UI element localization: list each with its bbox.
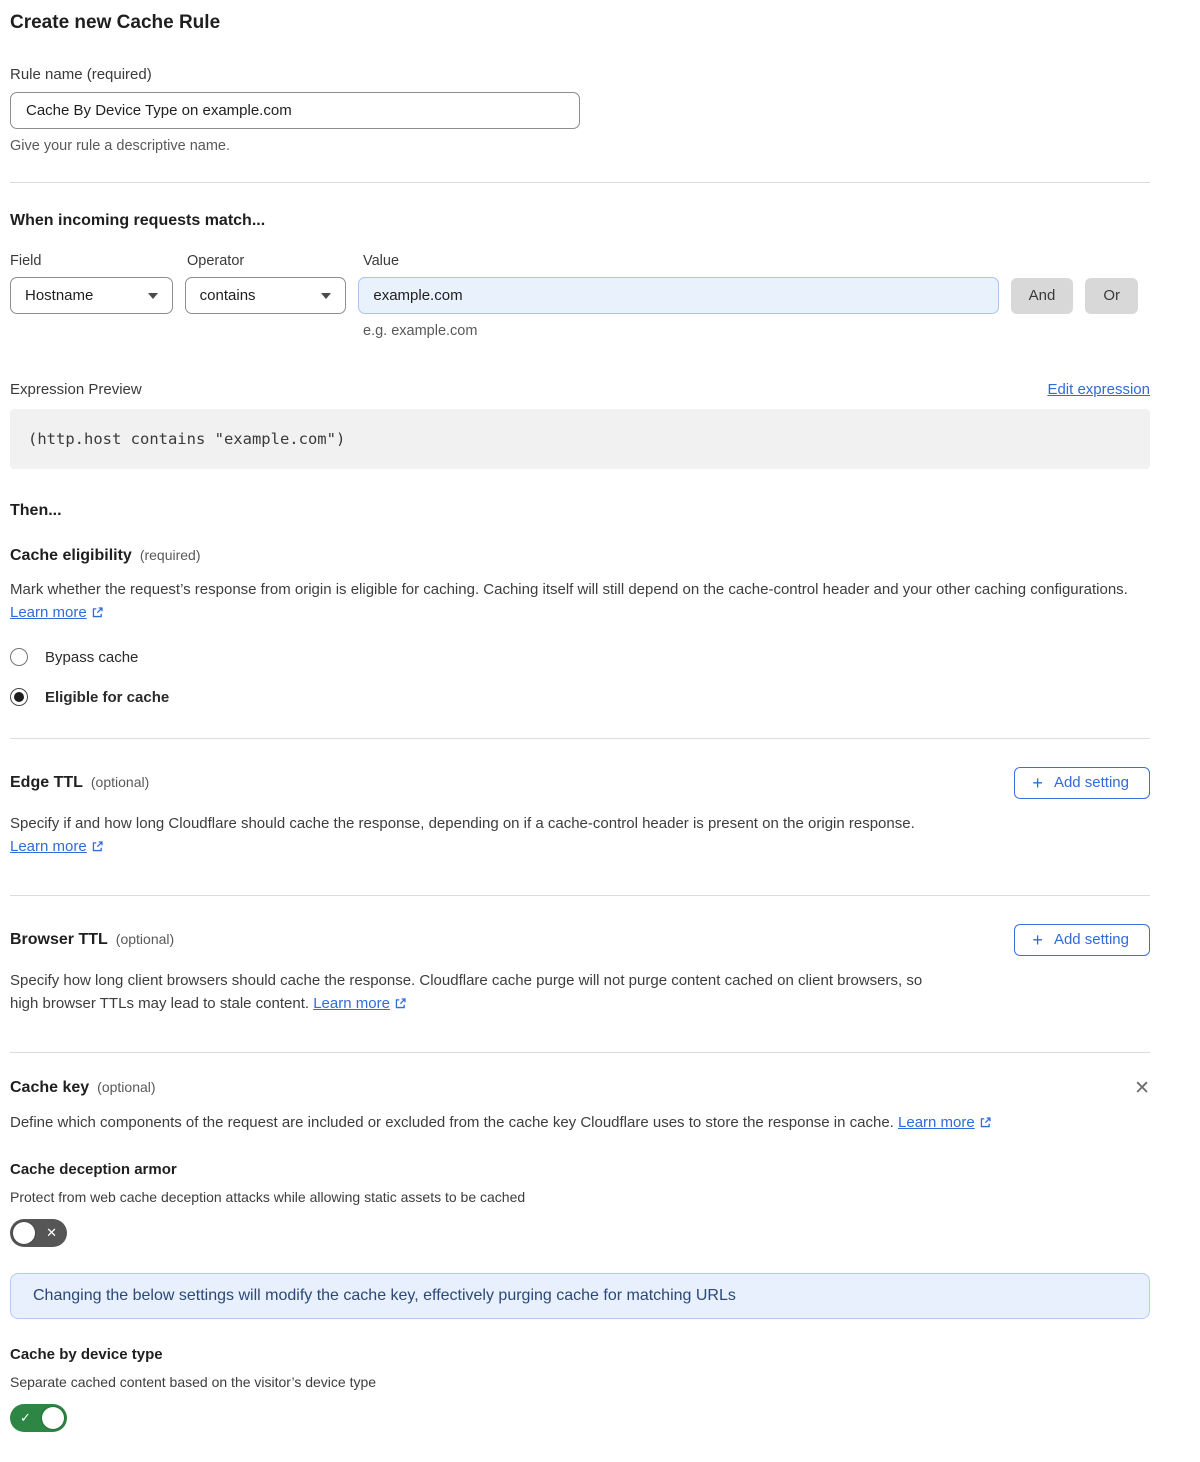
cache-key-title: Cache key — [10, 1079, 90, 1096]
match-controls-row — [10, 277, 1150, 314]
external-link-icon — [394, 997, 407, 1010]
field-label: Field — [10, 253, 42, 269]
field-select[interactable] — [10, 277, 173, 314]
cache-key-qualifier: (optional) — [97, 1079, 156, 1095]
cache-eligibility-heading — [10, 547, 1150, 565]
browser-ttl-qualifier: (optional) — [115, 931, 175, 947]
check-icon: ✓ — [20, 1410, 31, 1425]
browser-ttl-description-text: Specify how long client browsers should cache the response. Cloudflare cache purge will not purge content cached on client browsers, so high browser TTLs may lead to stale content. — [10, 972, 923, 1012]
radio-option-bypass-cache[interactable] — [10, 648, 1150, 666]
edge-ttl-description — [10, 812, 940, 858]
expression-header — [10, 381, 1150, 398]
add-setting-label: Add setting — [1053, 931, 1129, 948]
browser-ttl-learn-more-link[interactable]: Learn more — [313, 995, 390, 1012]
expression-preview-label: Expression Preview — [10, 381, 142, 398]
cache-key-section-header — [10, 1079, 1150, 1098]
and-button[interactable]: And — [1011, 278, 1074, 314]
cache-key-learn-more-link[interactable]: Learn more — [898, 1114, 975, 1131]
radio-icon[interactable] — [10, 648, 28, 666]
cache-key-warning-text: Changing the below settings will modify the cache key, effectively purging cache for matching URLs — [33, 1287, 736, 1304]
toggle-knob — [13, 1222, 35, 1244]
plus-icon: + — [1032, 772, 1043, 793]
rule-name-input[interactable] — [10, 92, 580, 129]
external-link-icon — [91, 606, 104, 619]
toggle-knob — [42, 1407, 64, 1429]
divider — [10, 182, 1150, 183]
field-select-value: Hostname — [25, 287, 94, 304]
edge-ttl-title: Edge TTL — [10, 774, 83, 791]
value-help: e.g. example.com — [363, 323, 478, 339]
cache-eligibility-learn-more-link[interactable]: Learn more — [10, 604, 87, 621]
browser-ttl-section-header — [10, 921, 1150, 956]
cache-deception-armor-description: Protect from web cache deception attacks while allowing static assets to be cached — [10, 1189, 526, 1205]
cache-key-heading — [10, 1079, 156, 1097]
cache-eligibility-title: Cache eligibility — [10, 547, 132, 564]
edge-ttl-section-header — [10, 764, 1150, 799]
or-button[interactable]: Or — [1085, 278, 1138, 314]
cache-eligibility-description-text: Mark whether the request’s response from origin is eligible for caching. Caching itself will still depend on the cache-control header and your other caching configurations. — [10, 581, 1128, 598]
chevron-down-icon — [321, 293, 331, 299]
cache-eligibility-description — [10, 578, 1135, 624]
operator-select-value: contains — [199, 287, 256, 304]
edge-ttl-qualifier: (optional) — [90, 774, 150, 790]
external-link-icon — [91, 840, 104, 853]
radio-option-eligible-for-cache[interactable] — [10, 688, 1150, 706]
edge-ttl-learn-more-link[interactable]: Learn more — [10, 838, 87, 855]
edge-ttl-add-setting-button[interactable] — [1014, 767, 1150, 799]
cache-deception-armor-title: Cache deception armor — [10, 1161, 177, 1178]
radio-label: Eligible for cache — [45, 688, 170, 706]
x-icon: ✕ — [46, 1225, 57, 1240]
browser-ttl-heading — [10, 931, 174, 949]
rule-name-label: Rule name (required) — [10, 66, 152, 83]
browser-ttl-add-setting-button[interactable] — [1014, 924, 1150, 956]
chevron-down-icon — [148, 293, 158, 299]
cache-by-device-type-title: Cache by device type — [10, 1346, 163, 1363]
divider — [10, 1052, 1150, 1053]
operator-label: Operator — [187, 253, 245, 269]
edge-ttl-description-text: Specify if and how long Cloudflare should cache the response, depending on if a cache-control header is present on the origin response. — [10, 815, 915, 832]
then-heading: Then... — [10, 502, 62, 519]
cache-key-description-text: Define which components of the request are included or excluded from the cache key Cloudflare uses to store the response in cache. — [10, 1114, 894, 1131]
divider — [10, 738, 1150, 739]
external-link-icon — [979, 1116, 992, 1129]
cache-by-device-type-description: Separate cached content based on the visitor’s device type — [10, 1374, 377, 1390]
match-labels-row — [10, 253, 1150, 269]
cache-deception-armor-toggle[interactable] — [10, 1219, 67, 1247]
cache-eligibility-qualifier: (required) — [139, 547, 201, 563]
browser-ttl-description — [10, 969, 940, 1015]
match-heading: When incoming requests match... — [10, 212, 266, 229]
plus-icon: + — [1032, 929, 1043, 950]
divider — [10, 895, 1150, 896]
browser-ttl-title: Browser TTL — [10, 931, 108, 948]
close-icon[interactable]: ✕ — [1134, 1078, 1150, 1099]
expression-code-box — [10, 409, 1150, 469]
operator-select[interactable] — [185, 277, 347, 314]
cache-key-warning-banner — [10, 1273, 1150, 1319]
edge-ttl-heading — [10, 774, 149, 792]
radio-checked-icon[interactable] — [10, 688, 28, 706]
cache-key-description — [10, 1111, 1000, 1134]
edit-expression-link[interactable]: Edit expression — [1047, 381, 1150, 398]
page-title: Create new Cache Rule — [10, 12, 221, 33]
value-label: Value — [363, 253, 400, 269]
add-setting-label: Add setting — [1053, 774, 1129, 791]
cache-by-device-type-toggle[interactable] — [10, 1404, 67, 1432]
value-input[interactable] — [358, 277, 998, 314]
rule-name-help: Give your rule a descriptive name. — [10, 138, 231, 154]
expression-code: (http.host contains "example.com") — [28, 430, 346, 448]
radio-label: Bypass cache — [45, 648, 139, 666]
